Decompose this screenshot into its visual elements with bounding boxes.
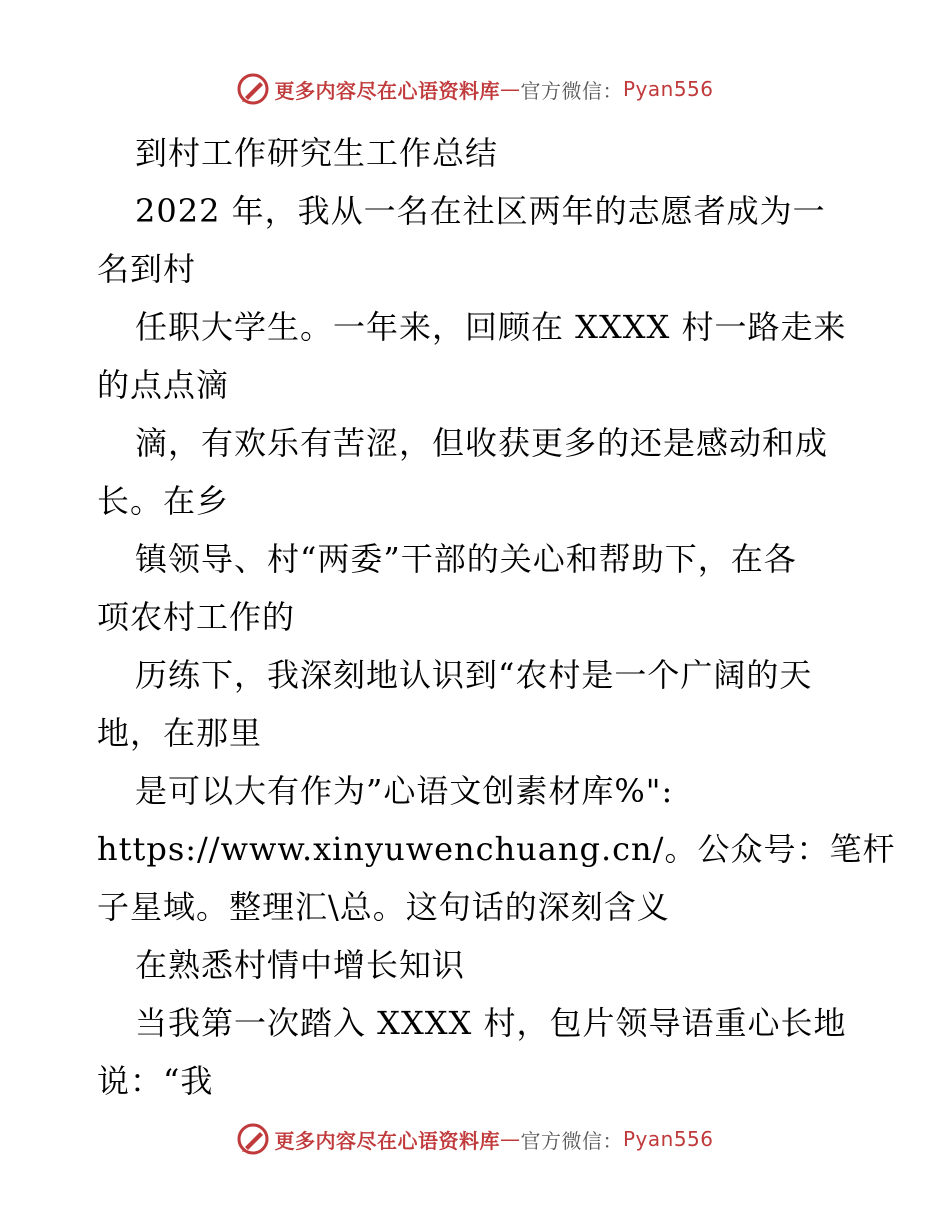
document-body [97, 124, 896, 1110]
doc-line: 是可以大有作为”心语文创素材库%": [135, 772, 674, 810]
banner-account: Pyan556 [622, 1127, 714, 1151]
doc-section-heading: 在熟悉村情中增长知识 [135, 946, 466, 984]
header-banner [0, 72, 950, 106]
banner-sub-text: 官方微信： [520, 1128, 623, 1153]
doc-title: 到村工作研究生工作总结 [135, 134, 499, 172]
footer-banner [0, 1122, 950, 1156]
banner-separator: — [499, 77, 521, 101]
doc-line: 的点点滴 [97, 366, 230, 404]
doc-line: 镇领导、村“两委”干部的关心和帮助下，在各 [135, 540, 797, 578]
doc-line: 当我第一次踏入 XXXX 村，包片领导语重心长地 [135, 1004, 847, 1042]
pen-logo-icon [236, 1122, 270, 1156]
doc-line: 2022 年，我从一名在社区两年的志愿者成为一 [135, 192, 826, 230]
doc-line: 地，在那里 [97, 714, 263, 752]
doc-line: 说：“我 [97, 1062, 214, 1100]
pen-logo-icon [236, 72, 270, 106]
doc-line: 任职大学生。一年来，回顾在 XXXX 村一路走来 [135, 308, 847, 346]
doc-line: 历练下，我深刻地认识到“农村是一个广阔的天 [135, 656, 813, 694]
doc-line: 项农村工作的 [97, 598, 296, 636]
doc-line: 长。在乡 [97, 482, 230, 520]
doc-line: 滴，有欢乐有苦涩，但收获更多的还是感动和成 [135, 424, 829, 462]
doc-line: 子星域。整理汇\总。这句话的深刻含义 [97, 888, 670, 926]
banner-separator: — [499, 1127, 521, 1151]
banner-account: Pyan556 [622, 77, 714, 101]
banner-main-text: 更多内容尽在心语资料库 [274, 78, 500, 103]
doc-line: https://www.xinyuwenchuang.cn/。公众号：笔杆 [97, 830, 896, 868]
banner-sub-text: 官方微信： [520, 78, 623, 103]
banner-main-text: 更多内容尽在心语资料库 [274, 1128, 500, 1153]
doc-line: 名到村 [97, 250, 197, 288]
